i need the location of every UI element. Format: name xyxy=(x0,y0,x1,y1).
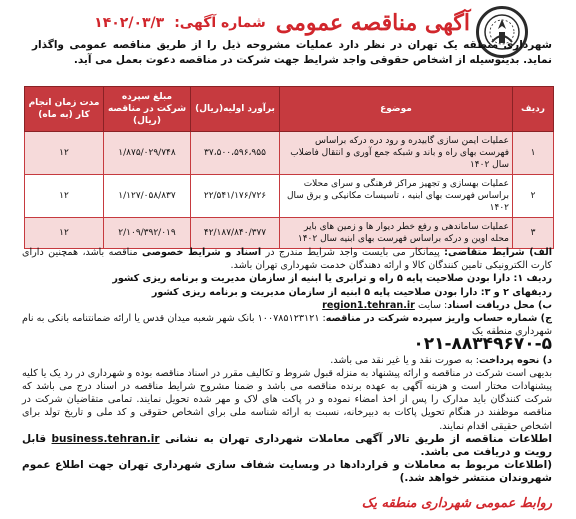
business-portal-text-end: قابل رویت و دریافت می باشد. xyxy=(22,432,552,459)
deposit-account-text: : ۱۰۰۷۸۵۱۲۳۱۲۱ بانک شهر شعبه میدان قدس یا ارائه ضمانتنامه بانکی به نام شهرداری منطقه یک xyxy=(22,313,552,338)
cell-estimate: ۴۲/۱۸۷/۸۴۰/۳۷۷ xyxy=(191,218,280,249)
cell-estimate: ۳۷،۵۰۰،۵۹۶،۹۵۵ xyxy=(191,132,280,175)
cell-deposit: ۱/۸۷۵/۰۲۹/۷۴۸ xyxy=(104,132,191,175)
business-portal-line xyxy=(22,433,552,459)
cell-row-number: ۲ xyxy=(513,175,554,218)
cell-topic: عملیات ایمن سازی گابیدره و رود دره درکه براساس فهرست بهای راه و باند و شبکه جمع آوری و انتقال فاضلاب سال ۱۴۰۲ xyxy=(280,132,513,175)
document-location-text: : سایت xyxy=(417,299,448,311)
public-relations-signature: روابط عمومی شهرداری منطقه یک xyxy=(361,496,552,511)
conditions-text: پیمانکار می بایست واجد شرایط مندرج در xyxy=(265,247,440,258)
contact-phone-line xyxy=(22,334,552,355)
notice-title: آگهی مناقصه عمومی xyxy=(275,10,470,36)
cell-row-number: ۳ xyxy=(513,218,554,249)
row-2-3-qualification xyxy=(22,286,552,299)
row-1-text: : دارا بودن صلاحیت پایه ۵ راه و ترابری یا ابنیه از سازمان مدیریت و برنامه ریزی کشور xyxy=(112,273,518,285)
cell-deposit: ۱/۱۲۷/۰۵۸/۸۳۷ xyxy=(104,175,191,218)
header-estimate: برآورد اولیه(ریال) xyxy=(191,87,280,132)
payment-method-label: د) نحوه پرداخت xyxy=(478,354,552,366)
contact-phone: ۰۲۱-۸۸۳۴۹۶۷۰-۵ xyxy=(413,334,552,355)
business-site-link[interactable]: business.tehran.ir xyxy=(51,432,160,445)
cell-deposit: ۲/۱۰۹/۳۹۲/۰۱۹ xyxy=(104,218,191,249)
intro-text: شهرداری منطقه یک تهران در نظر دارد عملیات مشروحه ذیل را از طریق مناقصه عمومی واگذار نماید. بدینوسیله از اشخاص حقوقی واجد شرایط جهت شرکت در مناقصه دعوت بعمل می آید. xyxy=(32,39,552,66)
cell-row-number: ۱ xyxy=(513,132,554,175)
ad-number-label: شماره آگهی: xyxy=(174,15,266,31)
conditions-label: الف) شرایط متقاضی: xyxy=(444,247,552,258)
tender-table xyxy=(24,86,554,249)
header-duration: مدت زمان انجام کار (به ماه) xyxy=(25,87,104,132)
terms-paragraph: بدیهی است شرکت در مناقصه و ارائه پیشنهاد به منزله قبول شروط و تکالیف مقرر در اسناد مناقصه بوده و شهرداری در رد یک یا کلیه پیشنهادات مختار است و هزینه آگهی به عهده برنده مناقصه می باشد و ضمنا مشروح شرایط مناقصه در اسناد درج می باشد که شرکت کنندگان باید مدارک را پس از اخذ امضاء نموده و در پاکت های لاک و مهر شده تحویل نمایند. تمامی متقاضیان شرکت در مناقصه موظفند در هنگام تحویل پاکات به دبیرخانه، نسبت به ارائه شناسه ملی برای اشخاص حقوقی و کد ملی و تاریخ تولد برای اشخاص حقیقی اقدام نمایند. xyxy=(22,367,552,432)
table-header-row xyxy=(25,87,554,132)
document-location xyxy=(22,299,552,312)
row-2-3-label: ردیفهای ۲ و ۳ xyxy=(484,286,552,298)
cell-duration: ۱۲ xyxy=(25,175,104,218)
conditions-bold-text: اسناد و شرایط خصوصی xyxy=(142,247,262,258)
row-1-label: ردیف ۱ xyxy=(517,273,552,285)
conditions-text-continued: مناقصه باشد، همچنین دارای کارت الکترونیکی تامین کنندگان کالا و ارائه دهندگان خدمت شهرداری تهران باشد. xyxy=(22,247,552,272)
header xyxy=(70,8,470,38)
conditions-paragraph xyxy=(22,246,552,272)
deposit-account-label: ج) شماره حساب واریز سپرده شرکت در مناقصه xyxy=(325,313,552,325)
header-row-number: ردیف xyxy=(513,87,554,132)
ad-number: ۱۴۰۲/۰۳/۳ xyxy=(94,15,165,31)
notice-body xyxy=(22,246,552,486)
row-2-3-text: : دارا بودن صلاحیت پایه ۵ ابنیه از سازمان مدیریت و برنامه ریزی کشور xyxy=(151,286,485,298)
business-portal-text: اطلاعات مناقصه از طریق تالار آگهی معاملات شهرداری تهران به نشانی xyxy=(164,432,552,445)
cell-estimate: ۲۲/۵۴۱/۱۷۶/۷۲۶ xyxy=(191,175,280,218)
cell-topic: عملیات ساماندهی و رفع خطر دیوار ها و زمین های بایر محله اوین و درکه براساس فهرست بهای ابنیه سال ۱۴۰۲ xyxy=(280,218,513,249)
transparency-note: (اطلاعات مربوط به معاملات و قراردادها در وبسایت شفاف سازی شهرداری تهران جهت اطلاع عموم شهروندان منتشر خواهد شد.) xyxy=(22,459,552,485)
row-1-qualification xyxy=(22,272,552,285)
document-location-label: ب) محل دریافت اسناد xyxy=(447,299,552,311)
region1-site-link[interactable]: region1.tehran.ir xyxy=(322,299,415,311)
cell-topic: عملیات بهسازی و تجهیز مراکز فرهنگی و سرای محلات براساس فهرست بهای ابنیه ، تاسیسات مکانیکی و برق سال ۱۴۰۲ xyxy=(280,175,513,218)
table-row xyxy=(25,218,554,249)
cell-duration: ۱۲ xyxy=(25,218,104,249)
header-topic: موضوع xyxy=(280,87,513,132)
table-row xyxy=(25,132,554,175)
header-deposit: مبلغ سپرده شرکت در مناقصه (ریال) xyxy=(104,87,191,132)
payment-method-text: : به صورت نقد و یا غیر نقد می باشد. xyxy=(330,354,479,366)
table-row xyxy=(25,175,554,218)
cell-duration: ۱۲ xyxy=(25,132,104,175)
payment-method xyxy=(22,354,552,367)
